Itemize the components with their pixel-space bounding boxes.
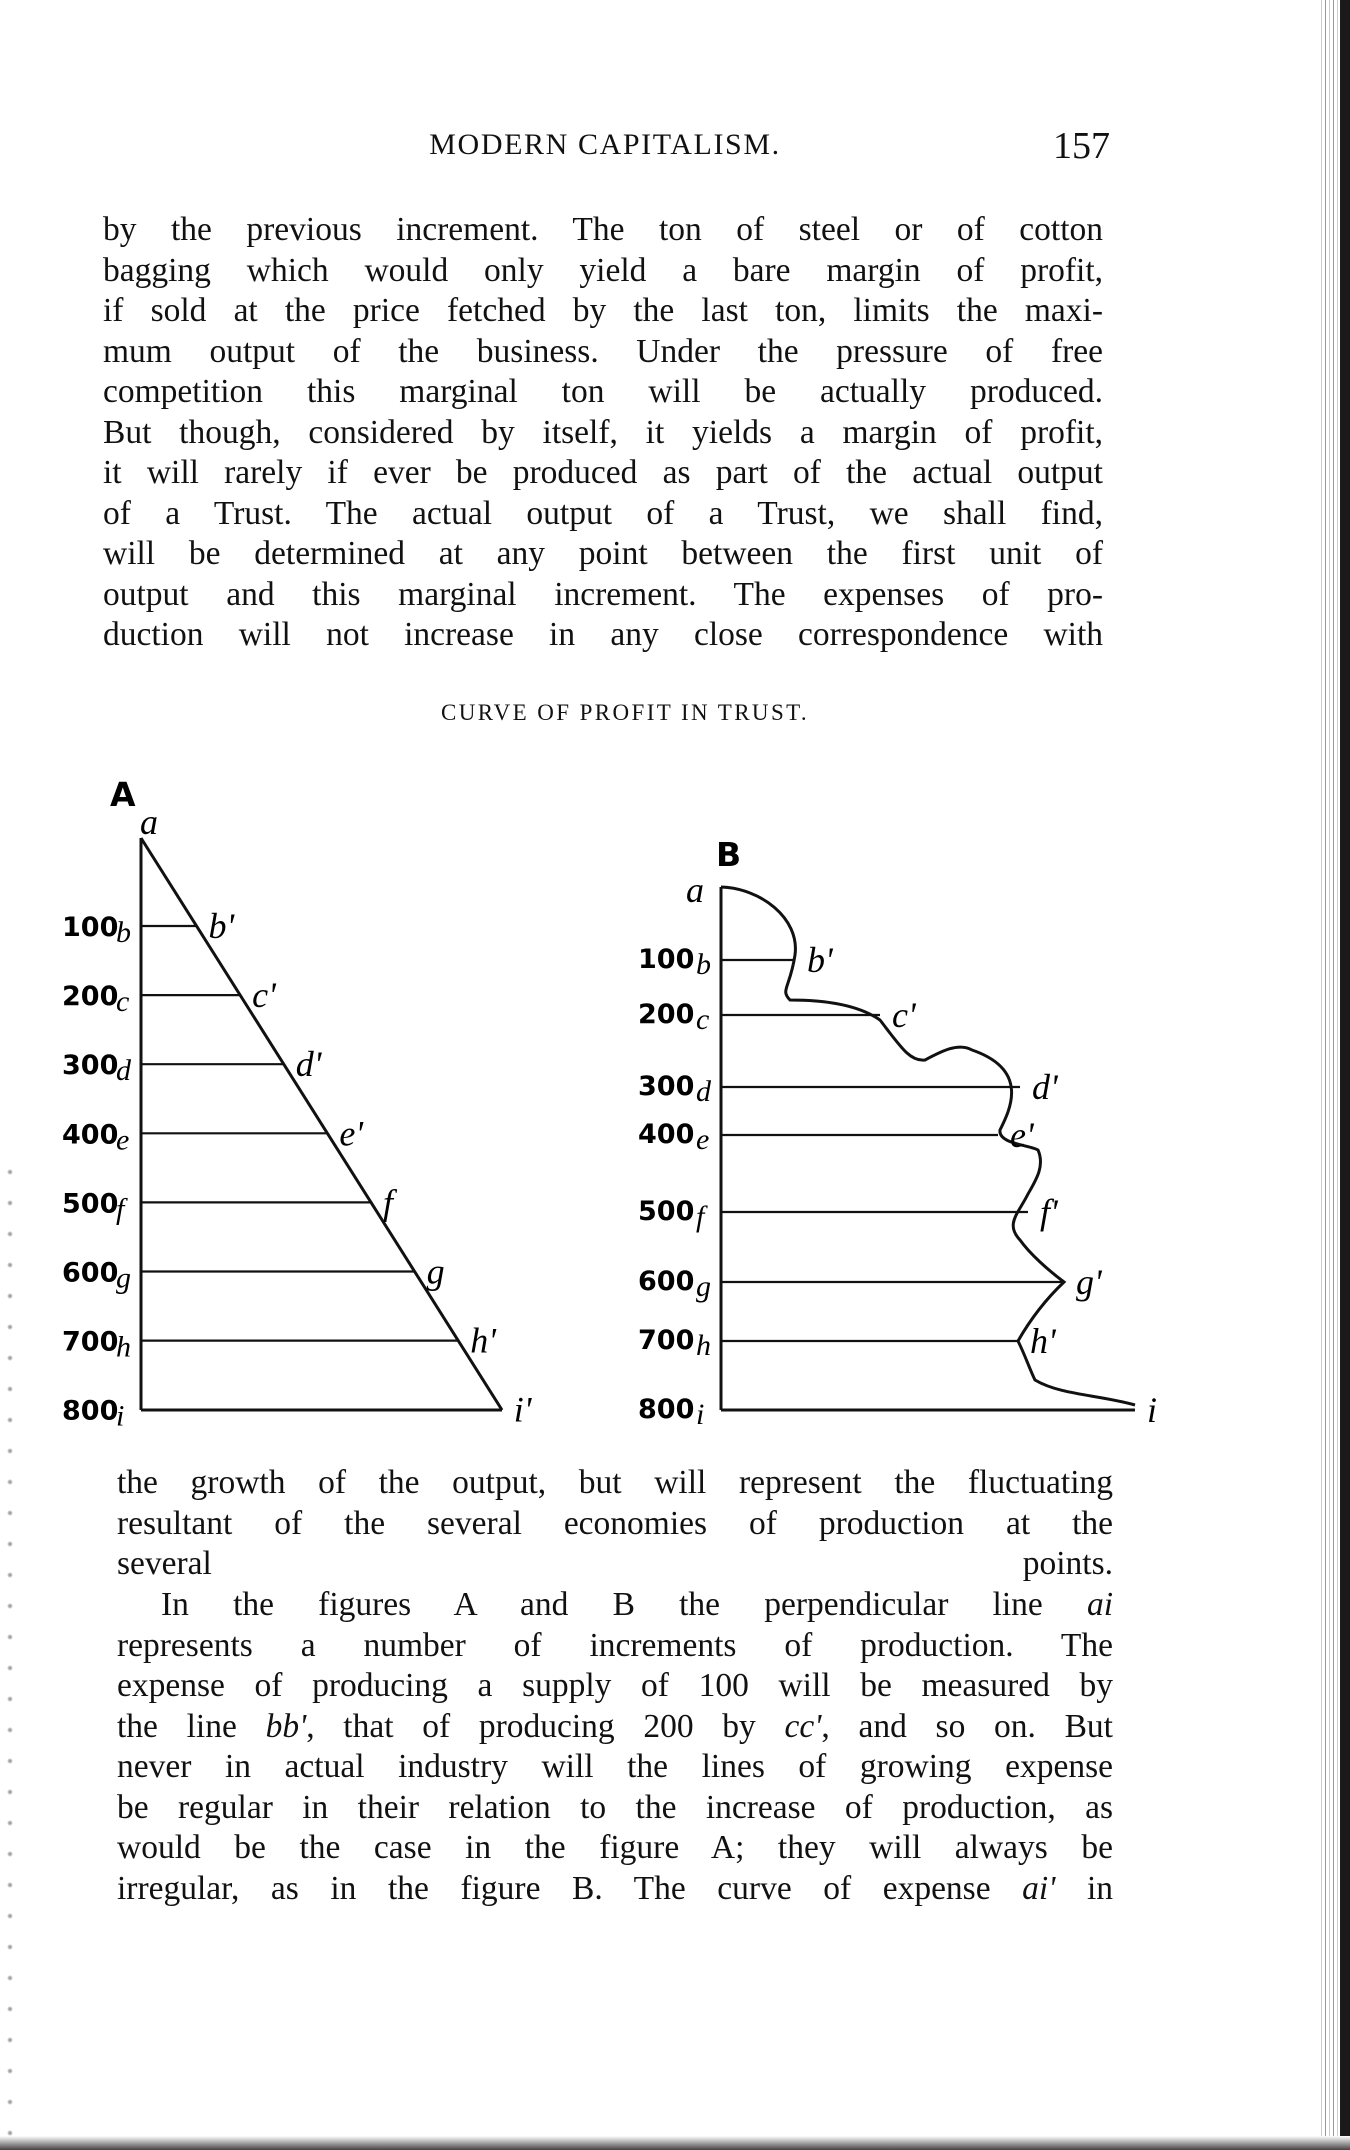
text-segment: expense of producing a supply of 100 will be measured by bbox=[117, 1667, 1113, 1704]
figure-b-tick-label: 700 bbox=[638, 1325, 695, 1356]
text-segment: will be determined at any point between the first unit of bbox=[103, 535, 1103, 572]
text-line bbox=[117, 1869, 1113, 1910]
italic-term: ai bbox=[1086, 1586, 1113, 1623]
figure-b-point-label: h' bbox=[1030, 1321, 1056, 1361]
text-line bbox=[117, 1585, 1113, 1626]
figure-b-tick-label: 500 bbox=[638, 1196, 695, 1227]
figure-a-point-label: i' bbox=[513, 1389, 532, 1430]
text-line bbox=[117, 1747, 1113, 1788]
figure-b-point-label: e' bbox=[1010, 1115, 1034, 1155]
figure-b-point-label: d' bbox=[1032, 1067, 1058, 1107]
text-segment: by the previous increment. The ton of steel or of cotton bbox=[103, 211, 1103, 248]
figure-b-left-letter: e bbox=[696, 1123, 710, 1156]
text-segment: it will rarely if ever be produced as part of the actual output bbox=[103, 454, 1103, 491]
text-segment: represents a number of increments of production. The bbox=[117, 1626, 1113, 1664]
figure-b-title: B bbox=[716, 835, 742, 874]
text-segment: the growth of the output, but will represent the fluctuating bbox=[117, 1464, 1113, 1501]
text-line bbox=[117, 1626, 1113, 1667]
text-segment: never in actual industry will the lines of growing expense bbox=[117, 1748, 1113, 1785]
figure-a-left-letter: d bbox=[116, 1054, 131, 1088]
text-line bbox=[117, 1504, 1113, 1545]
text-line bbox=[117, 1463, 1113, 1504]
italic-term: ai' bbox=[1022, 1869, 1056, 1907]
figure-b-point-label: f' bbox=[1040, 1192, 1058, 1232]
figure-a-top-label: a bbox=[140, 802, 158, 842]
figure-b-point-label: i bbox=[1147, 1390, 1158, 1430]
figure-a-point-label: f bbox=[382, 1182, 393, 1223]
text-segment: competition this marginal ton will be actually produced. bbox=[103, 373, 1103, 410]
figure-a-tick-label: 400 bbox=[62, 1119, 119, 1151]
text-segment: in bbox=[1055, 1869, 1114, 1907]
figure-a-left-letter: e bbox=[116, 1123, 130, 1157]
figure-b-left-letter: c bbox=[696, 1003, 710, 1036]
figure-a-hypotenuse bbox=[141, 838, 502, 1410]
figure-b-point-label: g' bbox=[1076, 1262, 1102, 1302]
figure-a-tick-label: 800 bbox=[62, 1395, 119, 1427]
figure-a-title: A bbox=[110, 775, 136, 814]
figure-a-tick-label: 100 bbox=[62, 912, 119, 943]
figure-a-tick-label: 600 bbox=[62, 1257, 119, 1289]
figure-b-left-letter: d bbox=[696, 1075, 711, 1108]
figure-b-left-letter: h bbox=[696, 1329, 711, 1362]
figure-b bbox=[638, 835, 1157, 1431]
figure-a-left-letter: f bbox=[116, 1192, 125, 1226]
text-segment: of a Trust. The actual output of a Trust, we shall find, bbox=[103, 494, 1103, 532]
figure-b-top-label: a bbox=[686, 870, 704, 910]
paragraph-2 bbox=[117, 1463, 1113, 1585]
text-segment: bagging which would only yield a bare margin of profit, bbox=[103, 251, 1103, 289]
text-segment: the line bbox=[117, 1707, 266, 1745]
running-head: MODERN CAPITALISM. bbox=[429, 128, 781, 161]
figure-b-expense-curve bbox=[721, 887, 1135, 1405]
text-segment: be regular in their relation to the increase of production, as bbox=[117, 1788, 1113, 1826]
text-segment: , and so on. But bbox=[821, 1707, 1113, 1745]
text-line bbox=[117, 1828, 1113, 1869]
figure-b-point-label: c' bbox=[892, 995, 916, 1035]
figure-a-point-label: g bbox=[426, 1251, 445, 1292]
text-segment: output and this marginal increment. The expenses of pro- bbox=[103, 575, 1103, 613]
text-segment: , that of producing 200 by bbox=[306, 1707, 785, 1745]
text-segment: In the figures A and B the perpendicular line bbox=[161, 1586, 1087, 1623]
figure-caption: CURVE OF PROFIT IN TRUST. bbox=[440, 700, 810, 725]
figure-a-left-letter: b bbox=[116, 916, 131, 949]
figure-b-tick-label: 100 bbox=[638, 944, 695, 975]
figure-a-left-letter: c bbox=[116, 985, 130, 1019]
page-number: 157 bbox=[1053, 125, 1110, 167]
figure-b-left-letter: b bbox=[696, 948, 711, 981]
italic-term: cc' bbox=[784, 1707, 822, 1745]
figure-b-left-letter: f bbox=[696, 1200, 705, 1233]
italic-term: bb' bbox=[265, 1707, 307, 1745]
figure-a-left-letter: h bbox=[116, 1330, 131, 1364]
figure-b-tick-label: 400 bbox=[638, 1119, 695, 1150]
figure-a bbox=[62, 775, 533, 1433]
figure-a-tick-label: 700 bbox=[62, 1326, 119, 1358]
text-line bbox=[117, 1707, 1113, 1748]
figure-a-left-letter: g bbox=[116, 1261, 131, 1295]
text-line bbox=[117, 1544, 1113, 1585]
figure-b-tick-label: 600 bbox=[638, 1266, 695, 1297]
figure-b-tick-label: 200 bbox=[638, 999, 695, 1030]
figure-a-left-letter: i bbox=[116, 1399, 125, 1433]
figure-b-point-label: b' bbox=[807, 940, 833, 980]
figure-a-point-label: h' bbox=[470, 1320, 496, 1361]
figure-b-left-letter: g bbox=[696, 1270, 711, 1303]
text-segment: But though, considered by itself, it yields a margin of profit, bbox=[103, 413, 1103, 451]
text-segment: irregular, as in the figure B. The curve of expense bbox=[117, 1869, 1023, 1907]
figure-b-tick-label: 800 bbox=[638, 1394, 695, 1425]
text-segment: duction will not increase in any close correspondence with bbox=[103, 616, 1103, 653]
figure-a-tick-label: 500 bbox=[62, 1188, 119, 1220]
text-line bbox=[117, 1666, 1113, 1707]
text-segment: would be the case in the figure A; they will always be bbox=[117, 1829, 1113, 1866]
figure-b-left-letter: i bbox=[696, 1398, 705, 1431]
text-segment: if sold at the price fetched by the last ton, limits the maxi- bbox=[103, 292, 1103, 329]
figure-a-point-label: e' bbox=[339, 1113, 364, 1154]
figure-a-point-label: c' bbox=[252, 975, 276, 1016]
figure-a-tick-label: 200 bbox=[62, 981, 119, 1013]
figure-a-tick-label: 300 bbox=[62, 1050, 119, 1082]
figure-a-point-label: d' bbox=[295, 1044, 322, 1085]
text-segment: resultant of the several economies of production at the bbox=[117, 1504, 1113, 1542]
figure-a-point-label: b' bbox=[208, 906, 235, 946]
figure-b-tick-label: 300 bbox=[638, 1071, 695, 1102]
text-line bbox=[117, 1788, 1113, 1829]
paragraph-3 bbox=[117, 1585, 1113, 1909]
text-segment: mum output of the business. Under the pressure of free bbox=[103, 332, 1103, 370]
text-segment: several points. bbox=[117, 1545, 1113, 1582]
